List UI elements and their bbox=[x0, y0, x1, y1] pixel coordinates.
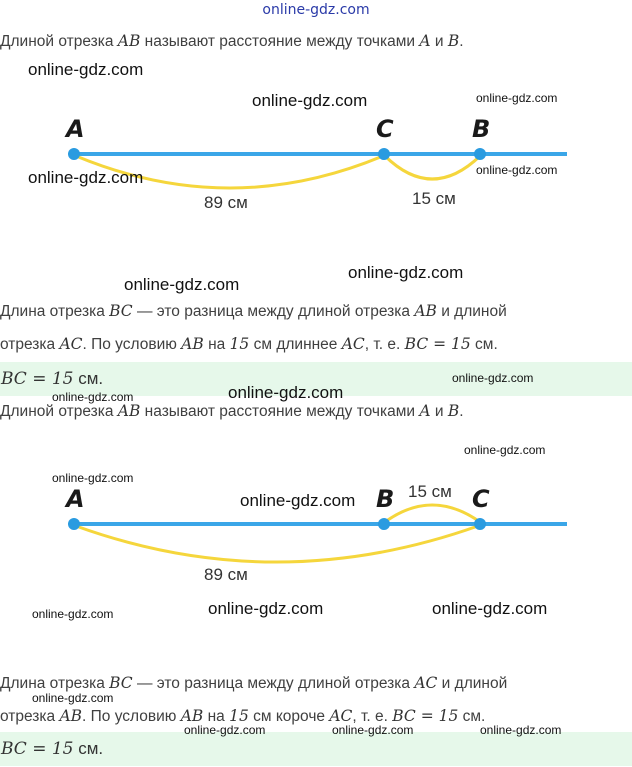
length-label-short: 15 см bbox=[412, 189, 456, 208]
arc-short bbox=[385, 156, 480, 179]
watermark: online-gdz.com bbox=[124, 275, 240, 294]
point-a bbox=[68, 148, 80, 160]
watermark: online-gdz.com bbox=[464, 443, 546, 457]
definition-text-2: Длиной отрезка AB называют расстояние между точками A и B. bbox=[0, 402, 464, 420]
watermark: online-gdz.com bbox=[348, 263, 464, 282]
watermark: online-gdz.com bbox=[480, 723, 562, 737]
watermark: online-gdz.com bbox=[432, 599, 548, 618]
watermark: online-gdz.com bbox=[228, 383, 344, 402]
watermark: online-gdz.com bbox=[28, 168, 144, 187]
length-label-long: 89 см bbox=[204, 565, 248, 584]
point-b bbox=[378, 518, 390, 530]
point-label: C bbox=[376, 115, 394, 143]
answer-highlight: BC = 15 см. bbox=[0, 362, 632, 396]
watermark: online-gdz.com bbox=[32, 607, 114, 621]
point-b bbox=[474, 148, 486, 160]
watermark: online-gdz.com bbox=[28, 60, 144, 79]
answer-highlight: BC = 15 см. bbox=[0, 732, 632, 766]
point-label: B bbox=[376, 485, 395, 513]
watermark: online-gdz.com bbox=[332, 723, 414, 737]
watermark: online-gdz.com bbox=[208, 599, 324, 618]
length-label-short: 15 см bbox=[408, 482, 452, 501]
watermark: online-gdz.com bbox=[452, 371, 534, 385]
point-label: B bbox=[472, 115, 491, 143]
explanation-line-2: отрезка AB. По условию AB на 15 см короче AC, т. е. BC = 15 см. bbox=[0, 707, 486, 725]
watermark: online-gdz.com bbox=[184, 723, 266, 737]
arc-long bbox=[76, 526, 478, 562]
site-header-link[interactable]: online-gdz.com bbox=[262, 2, 370, 18]
point-c bbox=[474, 518, 486, 530]
length-label-long: 89 см bbox=[204, 193, 248, 212]
point-label: A bbox=[66, 485, 85, 513]
point-label: C bbox=[472, 485, 490, 513]
arc-short bbox=[385, 505, 480, 522]
watermark: online-gdz.com bbox=[476, 91, 558, 105]
watermark: online-gdz.com bbox=[52, 390, 134, 404]
point-label: A bbox=[66, 115, 85, 143]
watermark: online-gdz.com bbox=[252, 91, 368, 110]
watermark: online-gdz.com bbox=[240, 491, 356, 510]
explanation-line-2: отрезка AC. По условию AB на 15 см длиннее AC, т. е. BC = 15 см. bbox=[0, 335, 498, 353]
watermark: online-gdz.com bbox=[52, 471, 134, 485]
definition-text-1: Длиной отрезка AB называют расстояние между точками A и B. bbox=[0, 32, 464, 50]
point-c bbox=[378, 148, 390, 160]
explanation-line-1: Длина отрезка BC — это разница между длиной отрезка AC и длиной bbox=[0, 674, 508, 692]
watermark: online-gdz.com bbox=[32, 691, 114, 705]
explanation-line-1: Длина отрезка BC — это разница между длиной отрезка AB и длиной bbox=[0, 302, 507, 320]
point-a bbox=[68, 518, 80, 530]
watermark: online-gdz.com bbox=[476, 163, 558, 177]
